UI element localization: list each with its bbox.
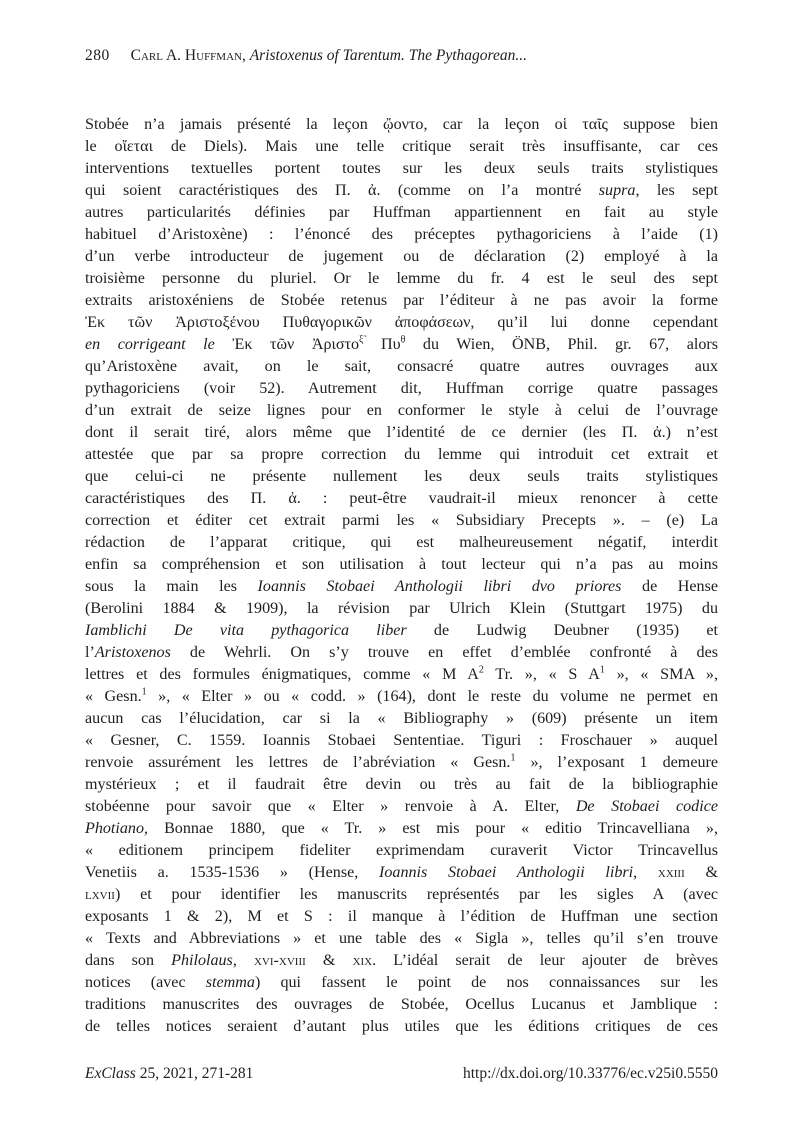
text-segment: Tr. », « S A xyxy=(483,666,600,683)
text-segment: correction et éditer cet extrait parmi les « Subsidiary Precepts ». – (e) La xyxy=(85,512,718,529)
text-segment: qu’Aristoxène avait, on le sait, consacré quatre autres ouvrages aux xyxy=(85,358,718,375)
text-segment: lxvii xyxy=(85,886,115,903)
text-segment: le οἴεται de Diels). Mais une telle critique serait très insuffisante, car ces xyxy=(85,138,718,155)
text-segment: , xyxy=(633,864,658,881)
text-line xyxy=(85,290,718,312)
text-segment: de Ludwig Deubner (1935) et xyxy=(406,622,718,639)
text-segment: dans son xyxy=(85,952,172,969)
text-segment: ) et pour identifier les manuscrits représentés par les sigles A (avec xyxy=(114,886,718,903)
text-segment: stemma xyxy=(205,974,255,991)
text-line xyxy=(85,510,718,532)
text-segment: supra xyxy=(598,182,636,199)
text-segment: sous la main les xyxy=(85,578,258,595)
text-segment: Stobée n’a jamais présenté la leçon ᾤοντο, car la leçon οἱ ταῖς suppose bien xyxy=(85,116,718,133)
text-segment: ExClass xyxy=(85,1065,136,1082)
superscript-text: θ xyxy=(400,334,406,346)
text-line xyxy=(85,642,718,664)
text-line xyxy=(85,422,718,444)
text-segment: & xyxy=(684,864,719,881)
text-line xyxy=(85,202,718,224)
text-line xyxy=(85,796,718,818)
page-footer xyxy=(85,1064,718,1084)
text-segment: . L’idéal serait de leur ajouter de brèves xyxy=(372,952,718,969)
running-header xyxy=(85,46,718,65)
text-line xyxy=(85,664,718,686)
text-line xyxy=(85,598,718,620)
text-segment: & xyxy=(305,952,353,969)
text-segment: rédaction de l’apparat critique, qui est malheureusement négatif, interdit xyxy=(85,534,718,551)
text-segment: , Bonnae 1880, que « Tr. » est mis pour « editio Trincavelliana », xyxy=(144,820,718,837)
body-text xyxy=(85,114,718,1038)
text-segment: du Wien, ÖNB, Phil. gr. 67, alors xyxy=(405,336,719,353)
text-line xyxy=(85,378,718,400)
text-line xyxy=(85,268,718,290)
text-segment: renvoie assurément les lettres de l’abréviation « Gesn. xyxy=(85,754,511,771)
text-line xyxy=(85,136,718,158)
text-segment: Philolaus xyxy=(171,952,233,969)
text-segment: de Wehrli. On s’y trouve en effet d’emblée confronté à des xyxy=(170,644,718,661)
text-segment: lettres et des formules énigmatiques, comme « M A xyxy=(85,666,479,683)
text-segment: mystérieux ; et il faudrait être devin ou très au fait de la bibliographie xyxy=(85,776,718,793)
text-line xyxy=(85,906,718,928)
superscript-text: 1 xyxy=(599,664,605,676)
text-segment: de Hense xyxy=(621,578,718,595)
text-line xyxy=(85,620,718,642)
text-line xyxy=(85,818,718,840)
text-line xyxy=(85,686,718,708)
text-line xyxy=(85,928,718,950)
text-line xyxy=(85,114,718,136)
text-segment: , xyxy=(241,47,250,64)
text-segment: », l’exposant 1 demeure xyxy=(515,754,719,771)
text-segment: xxiii xyxy=(657,864,685,881)
text-segment: traditions manuscrites des ouvrages de Stobée, Ocellus Lucanus et Jamblique : xyxy=(85,996,718,1013)
text-segment: notices (avec xyxy=(85,974,206,991)
text-segment: d’un extrait de seize lignes pour en conformer le style à celui de l’ouvrage xyxy=(85,402,718,419)
text-segment: Aristoxenus of Tarentum. The Pythagorean... xyxy=(249,47,527,64)
text-segment: aucun cas l’élucidation, car si la « Bibliography » (609) présente un item xyxy=(85,710,718,727)
text-segment: Aristoxenos xyxy=(94,644,171,661)
text-segment: 25, 2021, 271-281 xyxy=(135,1065,254,1082)
text-segment: en corrigeant le xyxy=(85,336,233,353)
text-line xyxy=(85,576,718,598)
text-segment: habituel d’Aristoxène) : l’énoncé des préceptes pythagoriciens à l’aide (1) xyxy=(85,226,718,243)
text-line xyxy=(85,246,718,268)
text-line xyxy=(85,708,718,730)
text-segment: extraits aristoxéniens de Stobée retenus par l’éditeur à ne pas avoir la forme xyxy=(85,292,718,309)
text-segment: xvi-xviii xyxy=(253,952,306,969)
text-segment: caractéristiques des Π. ἀ. : peut-être vaudrait-il mieux renoncer à cette xyxy=(85,490,718,507)
text-segment: Ἐκ τῶν Ἀριστοξένου Πυθαγορικῶν ἀποφάσεων, qu’il lui donne cependant xyxy=(85,314,718,331)
text-segment: Πυ xyxy=(363,336,401,353)
text-segment: dont il serait tiré, alors même que l’identité de ce dernier (les Π. ἀ.) n’est xyxy=(85,424,718,441)
journal-citation xyxy=(85,1064,253,1084)
text-line xyxy=(85,752,718,774)
text-line xyxy=(85,1016,718,1038)
text-line xyxy=(85,356,718,378)
text-line xyxy=(85,312,718,334)
text-segment: « editionem principem fideliter exprimendam curaverit Victor Trincavellus xyxy=(85,842,718,859)
text-segment: Ioannis Stobaei Anthologii libri dvo priores xyxy=(257,578,622,595)
text-line xyxy=(85,400,718,422)
text-segment: interventions textuelles portent toutes sur les deux seuls traits stylistiques xyxy=(85,160,718,177)
text-line xyxy=(85,224,718,246)
text-segment: exposants 1 & 2), M et S : il manque à l’édition de Huffman une section xyxy=(85,908,718,925)
text-segment: « Gesn. xyxy=(85,688,142,705)
text-line xyxy=(85,334,718,356)
text-segment: qui soient caractéristiques des Π. ἀ. (comme on l’a montré xyxy=(85,182,599,199)
text-segment: Iamblichi De vita pythagorica liber xyxy=(85,622,407,639)
text-line xyxy=(85,950,718,972)
text-line xyxy=(85,554,718,576)
superscript-text: 2 xyxy=(478,664,484,676)
superscript-text: ξ̃ xyxy=(359,334,364,346)
text-line xyxy=(85,466,718,488)
text-segment: attestée que par sa propre correction du lemme qui introduit cet extrait et xyxy=(85,446,718,463)
text-segment: pythagoriciens (voir 52). Autrement dit, Huffman corrige quatre passages xyxy=(85,380,718,397)
doi-url: http://dx.doi.org/10.33776/ec.v25i0.5550 xyxy=(462,1065,718,1082)
text-line xyxy=(85,488,718,510)
text-segment: stobéenne pour savoir que « Elter » renvoie à A. Elter, xyxy=(85,798,576,815)
text-segment: , les sept xyxy=(635,182,719,199)
text-line xyxy=(85,532,718,554)
text-line xyxy=(85,840,718,862)
text-segment: troisième personne du pluriel. Or le lemme du fr. 4 est le seul des sept xyxy=(85,270,718,287)
text-segment: », « SMA », xyxy=(604,666,718,683)
text-segment: Ioannis Stobaei Anthologii libri xyxy=(379,864,634,881)
text-segment: De Stobaei codice xyxy=(575,798,718,815)
page-number: 280 xyxy=(85,47,110,64)
text-line xyxy=(85,972,718,994)
text-line xyxy=(85,774,718,796)
text-segment: Ἐκ τῶν Ἀριστο xyxy=(232,336,360,353)
text-line xyxy=(85,444,718,466)
header-title xyxy=(131,47,527,64)
text-segment: de telles notices seraient d’autant plus utiles que les éditions critiques de ces xyxy=(85,1018,718,1035)
text-segment: », « Elter » ou « codd. » (164), dont le reste du volume ne permet en xyxy=(146,688,718,705)
text-segment: Photiano xyxy=(85,820,145,837)
text-segment: d’un verbe introducteur de jugement ou de déclaration (2) employé à la xyxy=(85,248,718,265)
superscript-text: 1 xyxy=(141,686,147,698)
superscript-text: 1 xyxy=(510,752,516,764)
text-line xyxy=(85,862,718,884)
text-line xyxy=(85,730,718,752)
text-segment: autres particularités définies par Huffman appartiennent en fait au style xyxy=(85,204,718,221)
text-segment: , xyxy=(232,952,254,969)
text-segment: ) qui fassent le point de nos connaissances sur les xyxy=(254,974,719,991)
text-line xyxy=(85,158,718,180)
text-segment: « Gesner, C. 1559. Ioannis Stobaei Sententiae. Tiguri : Froschauer » auquel xyxy=(85,732,718,749)
text-line xyxy=(85,994,718,1016)
text-line xyxy=(85,884,718,906)
text-segment: Carl A. Huffman xyxy=(130,47,242,64)
text-segment: enfin sa compréhension et son utilisation à tout lecteur qui n’a pas au moins xyxy=(85,556,718,573)
text-segment: que celui-ci ne présente nullement les deux seuls traits stylistiques xyxy=(85,468,718,485)
text-segment: xix xyxy=(352,952,373,969)
text-segment: « Texts and Abbreviations » et une table des « Sigla », telles qu’il s’en trouve xyxy=(85,930,718,947)
text-segment: Venetiis a. 1535-1536 » (Hense, xyxy=(85,864,380,881)
text-line xyxy=(85,180,718,202)
text-segment: l’ xyxy=(85,644,95,661)
text-segment: (Berolini 1884 & 1909), la révision par Ulrich Klein (Stuttgart 1975) du xyxy=(85,600,718,617)
